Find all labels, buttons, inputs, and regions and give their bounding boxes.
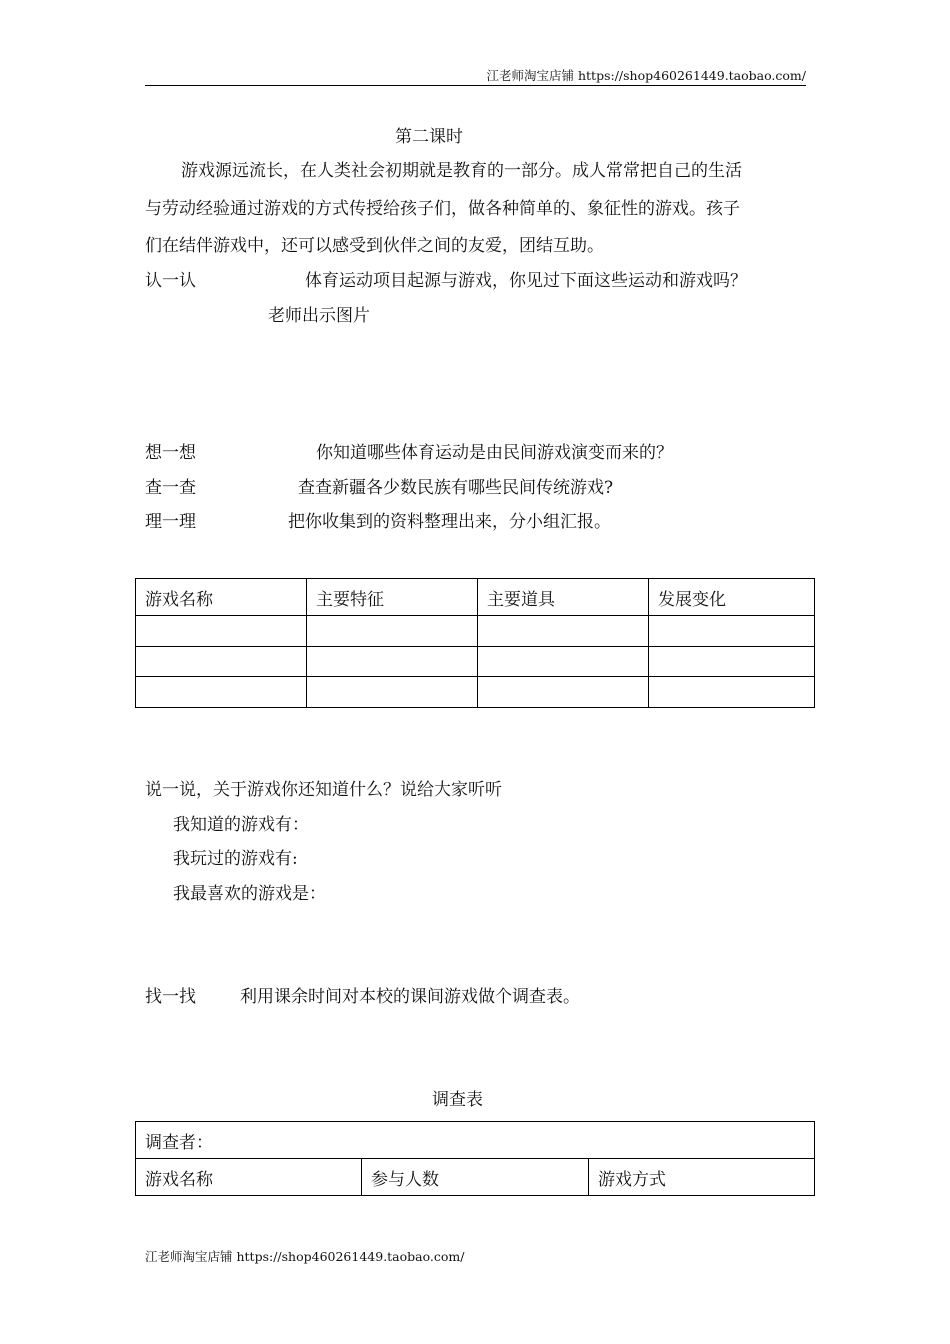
table-cell[interactable]	[649, 616, 815, 647]
section-text-chayicha: 查查新疆各少数民族有哪些民间传统游戏?	[298, 478, 614, 498]
survey-title: 调查表	[432, 1090, 483, 1110]
intro-line-3: 们在结伴游戏中，还可以感受到伙伴之间的友爱，团结互助。	[145, 236, 604, 256]
surveyor-row	[136, 1122, 815, 1159]
section-text-renyiren: 体育运动项目起源与游戏，你见过下面这些运动和游戏吗？	[305, 271, 747, 291]
table-cell[interactable]	[478, 677, 649, 708]
intro-line-2: 与劳动经验通过游戏的方式传授给孩子们，做各种简单的、象征性的游戏。孩子	[145, 199, 740, 219]
survey-header-cell: 参与人数	[362, 1159, 589, 1196]
prompt-played-games: 我玩过的游戏有:	[173, 849, 298, 869]
section-text-xiangyixiang: 你知道哪些体育运动是由民间游戏演变而来的？	[316, 443, 673, 463]
page-footer: 江老师淘宝店铺 https://shop460261449.taobao.com/	[145, 1249, 465, 1264]
table-cell[interactable]	[649, 647, 815, 677]
surveyor-label[interactable]: 调查者：	[136, 1122, 815, 1159]
prompt-known-games: 我知道的游戏有：	[173, 815, 309, 835]
table-cell[interactable]	[136, 677, 307, 708]
section-label-liyili: 理一理	[145, 512, 196, 532]
table-header-cell: 主要特征	[307, 579, 478, 616]
survey-header-cell: 游戏名称	[136, 1159, 362, 1196]
table-cell[interactable]	[307, 677, 478, 708]
game-info-table	[135, 578, 815, 708]
table-cell[interactable]	[136, 616, 307, 647]
table-cell[interactable]	[649, 677, 815, 708]
table-cell[interactable]	[307, 647, 478, 677]
section-label-xiangyixiang: 想一想	[145, 443, 196, 463]
lesson-title: 第二课时	[395, 127, 463, 147]
table-cell[interactable]	[307, 616, 478, 647]
table-header-cell: 主要道具	[478, 579, 649, 616]
table-cell[interactable]	[478, 647, 649, 677]
header-rule	[145, 85, 806, 86]
section-label-zhaoyizhao: 找一找	[145, 987, 196, 1007]
section-text-zhaoyizhao: 利用课余时间对本校的课间游戏做个调查表。	[240, 987, 580, 1007]
survey-table	[135, 1121, 815, 1196]
section-text-liyili: 把你收集到的资料整理出来，分小组汇报。	[288, 512, 611, 532]
table-row	[136, 647, 815, 677]
table-row	[136, 677, 815, 708]
page-header: 江老师淘宝店铺 https://shop460261449.taobao.com/	[486, 68, 806, 83]
table-header-row	[136, 579, 815, 616]
survey-header-row	[136, 1159, 815, 1196]
teacher-note: 老师出示图片	[268, 306, 370, 326]
section-label-renyiren: 认一认	[145, 271, 196, 291]
prompt-favorite-game: 我最喜欢的游戏是：	[173, 884, 326, 904]
intro-line-1: 游戏源远流长，在人类社会初期就是教育的一部分。成人常常把自己的生活	[181, 161, 742, 181]
section-label-chayicha: 查一查	[145, 478, 196, 498]
section-text-shuoyishuo: 说一说，关于游戏你还知道什么？说给大家听听	[145, 780, 502, 800]
table-cell[interactable]	[136, 647, 307, 677]
survey-header-cell: 游戏方式	[589, 1159, 815, 1196]
table-cell[interactable]	[478, 616, 649, 647]
table-header-cell: 游戏名称	[136, 579, 307, 616]
table-row	[136, 616, 815, 647]
table-header-cell: 发展变化	[649, 579, 815, 616]
